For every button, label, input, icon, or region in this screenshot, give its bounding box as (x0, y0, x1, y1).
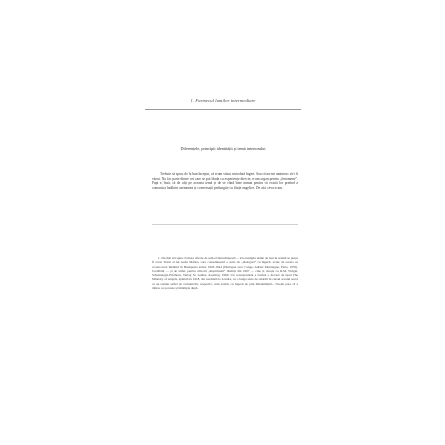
body-paragraph: Trebuie să spun, de la bun început, că n-am văzut niciodată îngeri. Sau că nu-mi amintesc să-i fi văzut. Nu fac parte dintre cei care se pot lăuda cu experiențe directe, n-am organ pentru „fenomene”. Fapt e, însă, că de câți pe aceasta temă și de se vând bine numai pentru că există lor pretind a comunica întâlniri asemenea și conversații prelungite cu ființe angelice. De aici ceva n-am. (152, 172, 298, 190)
footnote-paragraph: 1. Nu mai stă spun că mare cifrele de astă-zi întruchipează ... Un exemplu demn de luat în seamă se putea fi acest Tratat al lui Genu Mallea, care consemnează o serie de „dialoguri” cu îngerii, avute de acesta cu ocazia unor întâlniri în Budapesta anilor 1943-1944 (Dialogue avec l’ange, Aubier Montaigne, Paris, 1976). Credibilă — și de altfel, pentru cititorii „înspirituali” răsăriți din 1967 — cine și citește cu R.M. Wrigel, Schutzengel-Erfahren, Verlag St. Gallus, Asotting, 1969. Un corespondent e format o lucrare de tipul The Ministry of Angels, apărută în 1918, dar reeditată la Londra, cu o lunga serie de relatări în cursul acestui secol ce au reținut astfel de comunicări, respectiv, cum există, cu îngerii de prin îmbunătățiri... Nu-mi pare că a rămas cu poveste și întâmpla după. (152, 256, 298, 290)
header-rule (145, 109, 301, 110)
footnote-rule (152, 224, 298, 225)
section-heading: Diferențele, principii identității și temă interiorului (180, 146, 266, 151)
running-header: 1. Farmecul lumilor intermediare (190, 98, 256, 103)
